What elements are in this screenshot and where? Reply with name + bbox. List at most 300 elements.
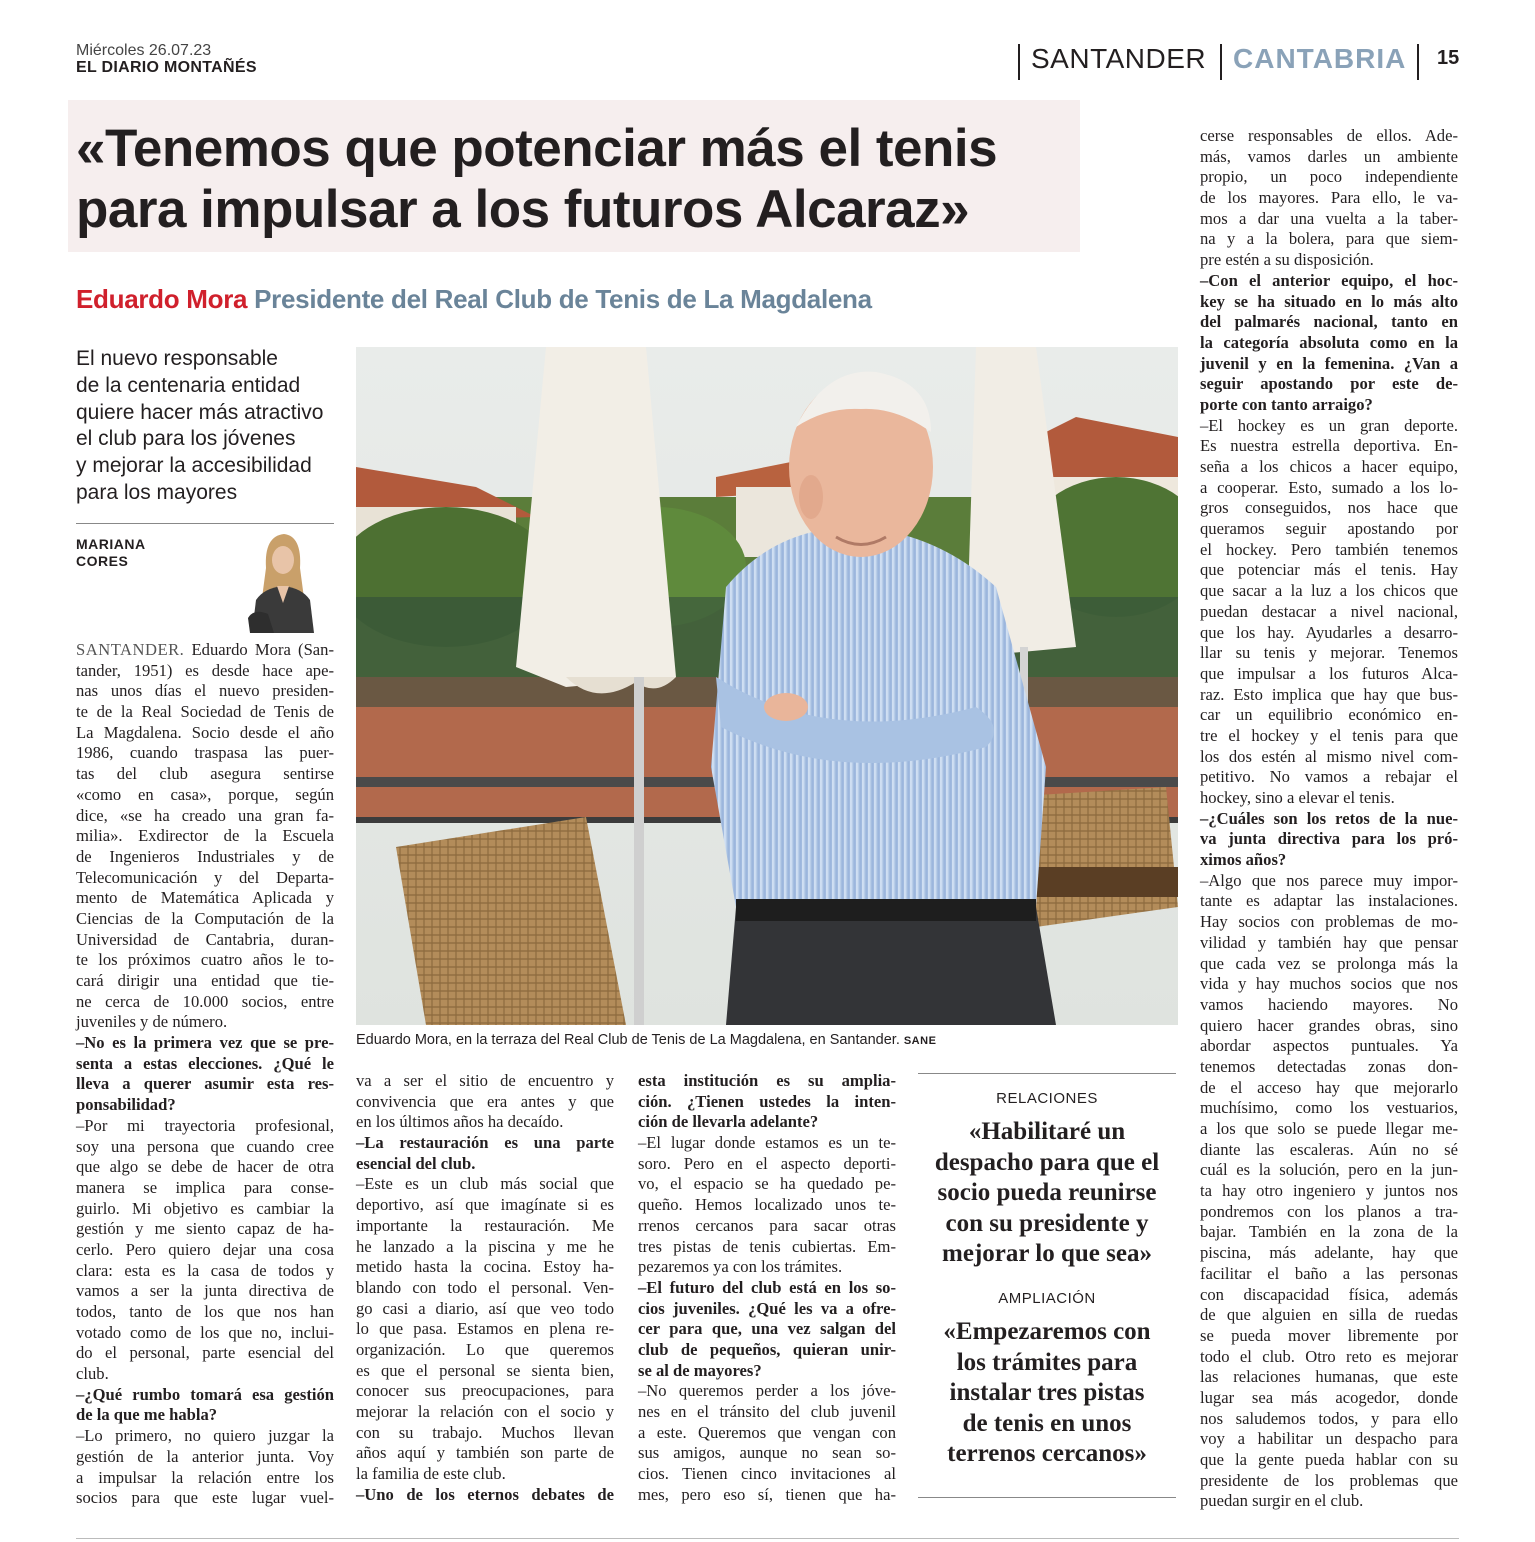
body-line [356, 1257, 614, 1278]
body-line [76, 723, 334, 744]
body-line [1200, 602, 1458, 623]
line-text: sus amigos, aunque no sean so- [638, 1443, 896, 1463]
lede-line: y mejorar la accesibilidad [76, 454, 312, 478]
body-line [638, 1485, 896, 1506]
question-line [76, 1405, 334, 1426]
line-text: organización. Lo que queremos [356, 1339, 614, 1359]
pull-quote-line: mejorar lo que sea» [942, 1240, 1152, 1268]
line-text: Universidad de Cantabria, duran- [76, 929, 334, 949]
body-line [1200, 416, 1458, 437]
line-text: key se ha situado en lo más alto [1200, 291, 1458, 311]
page-number: 15 [1437, 47, 1460, 69]
line-text: he lanzado a la piscina y me he [356, 1236, 614, 1256]
body-line [638, 1195, 896, 1216]
pull-quote-line: terrenos cercanos» [947, 1440, 1147, 1468]
pull-quote-line: «Habilitaré un [968, 1118, 1126, 1145]
body-line [76, 847, 334, 868]
line-text: nes en el tránsito del club juvenil [638, 1402, 896, 1421]
body-line [76, 992, 334, 1013]
body-line [356, 1402, 614, 1423]
body-line [1200, 1057, 1458, 1078]
question-line [638, 1319, 896, 1340]
section-divider [1417, 44, 1419, 80]
line-text: –El lugar donde estamos es un te- [638, 1133, 896, 1153]
line-text: te los próximos cuatro años le to- [76, 950, 334, 970]
body-line [1200, 1491, 1458, 1512]
body-line [76, 1261, 334, 1282]
line-text: Eduardo Mora (San- [184, 640, 334, 659]
line-text: tres pistas de tenis cubiertas. Em- [638, 1236, 896, 1256]
pull-quote-relaciones [915, 1117, 1179, 1270]
line-text: ción de llevarla adelante? [638, 1112, 819, 1132]
question-line [638, 1092, 896, 1113]
body-line [356, 1423, 614, 1444]
line-text: –¿Qué rumbo tomará esa gestión [76, 1384, 334, 1404]
question-line [356, 1133, 614, 1154]
body-line [1200, 1388, 1458, 1409]
body-line [356, 1381, 614, 1402]
body-line [1200, 498, 1458, 519]
body-line [1200, 726, 1458, 747]
body-line [76, 661, 334, 682]
line-text: lugar sea más acogedor, donde [1200, 1387, 1458, 1407]
pull-quote-line: socio pueda reunirse [937, 1179, 1157, 1207]
line-text: vilidad y también hay que pensar [1200, 932, 1458, 952]
line-text: vida y hay muchos socios que nos [1200, 974, 1458, 994]
question-line [356, 1154, 614, 1175]
body-column-3 [638, 1071, 896, 1505]
body-line [76, 1302, 334, 1323]
body-line [1200, 209, 1458, 230]
body-line [1200, 1243, 1458, 1264]
caption-text: Eduardo Mora, en la terraza del Real Club de Tenis de La Magdalena, en Santander. [356, 1032, 900, 1048]
body-line [1200, 1078, 1458, 1099]
body-line [1200, 643, 1458, 664]
question-line [638, 1278, 896, 1299]
line-text: abordar aspectos puntuales. Ya [1200, 1036, 1458, 1056]
line-text: puedan surgir en el club. [1200, 1491, 1364, 1511]
body-line [638, 1174, 896, 1195]
line-text: gestión de la anterior junta. Voy [76, 1446, 334, 1466]
line-text: Hay socios con problemas de mo- [1200, 912, 1458, 932]
line-text: a los que solo se puede llegar me- [1200, 1119, 1458, 1138]
line-text: –No queremos perder a los jóve- [638, 1381, 896, 1401]
body-line [1200, 1347, 1458, 1368]
question-line [1200, 809, 1458, 830]
line-text: propio, un poco independiente [1200, 167, 1458, 187]
line-text: «como en casa», porque, según [76, 784, 334, 804]
body-column-2 [356, 1071, 614, 1505]
line-text: el hockey. Pero también tenemos [1200, 539, 1458, 559]
body-line [1200, 540, 1458, 561]
pull-quote-line: instalar tres pistas [949, 1379, 1145, 1407]
footer-rule [76, 1538, 1459, 1539]
photo-caption [356, 1032, 936, 1048]
question-line [76, 1385, 334, 1406]
main-photo [356, 347, 1178, 1025]
line-text: que cada vez se prolonga más la [1200, 953, 1458, 973]
line-text: de que alguien en silla de ruedas [1200, 1305, 1458, 1325]
pull-quote-line: con su presidente y [945, 1209, 1149, 1237]
line-text: que impulsar a los futuros Alca- [1200, 663, 1458, 683]
line-text: presidente de los problemas que [1200, 1470, 1458, 1490]
line-text: importante la restauración. Me [356, 1215, 614, 1235]
body-line [1200, 457, 1458, 478]
line-text: rrenos cercanos para sacar otras [638, 1215, 896, 1235]
line-text: con discapacidad física, además [1200, 1284, 1458, 1304]
line-text: tante es adaptar las instalaciones. [1200, 891, 1458, 911]
line-text: de el acceso hay que mejorarlo [1200, 1077, 1458, 1097]
author-byline [76, 536, 146, 570]
body-line [356, 1237, 614, 1258]
body-line [1200, 1222, 1458, 1243]
author-photo [244, 528, 322, 633]
question-line [638, 1299, 896, 1320]
question-line [76, 1033, 334, 1054]
body-line [76, 1488, 334, 1509]
line-text: La Magdalena. Socio desde el año [76, 722, 334, 742]
section-santander: SANTANDER [1031, 43, 1207, 74]
body-line [356, 1361, 614, 1382]
line-text: nas unos días el nuevo presiden- [76, 681, 334, 701]
line-text: la categoría absoluta como en la [1200, 332, 1458, 352]
question-line [76, 1095, 334, 1116]
line-text: go casi a diario, así que veo todo [356, 1298, 614, 1318]
line-text: ponsabilidad? [76, 1095, 176, 1115]
line-text: mes, pero eso sí, tienen que ha- [638, 1484, 896, 1504]
body-line [76, 743, 334, 764]
line-text: queramos seguir apostando por [1200, 519, 1458, 539]
line-text: –Algo que nos parece muy impor- [1200, 870, 1458, 890]
line-text: nos saludemos todos, y para ello [1200, 1408, 1458, 1428]
newspaper-name: EL DIARIO MONTAÑÉS [76, 59, 257, 76]
body-line [356, 1174, 614, 1195]
line-text: se pueda mover libremente por [1200, 1325, 1458, 1345]
body-line [1200, 250, 1458, 271]
line-text: todos, tanto de los que nos han [76, 1302, 334, 1321]
body-line [76, 1199, 334, 1220]
body-line [638, 1237, 896, 1258]
line-text: a cooperar. Esto, sumado a los lo- [1200, 477, 1458, 497]
line-text: do el personal, parte esencial del [76, 1343, 334, 1363]
line-text: gestión y me siento capaz de ha- [76, 1219, 334, 1239]
body-line [1200, 767, 1458, 788]
body-line [76, 1178, 334, 1199]
pull-quote-label: AMPLIACIÓN [998, 1290, 1096, 1307]
body-line [76, 681, 334, 702]
body-line [356, 1071, 614, 1092]
body-line [1200, 188, 1458, 209]
line-text: ximos años? [1200, 850, 1287, 870]
pull-quote-line: de tenis en unos [962, 1409, 1132, 1437]
line-text: va junta directiva para los pró- [1200, 829, 1458, 849]
line-text: las relaciones humanas, que este [1200, 1367, 1458, 1387]
body-line [76, 785, 334, 806]
line-text: quiero hacer grandes obras, sino [1200, 1015, 1458, 1035]
line-text: juveniles y de número. [76, 1012, 228, 1032]
line-text: gros conseguidos, nos hace que [1200, 498, 1458, 518]
body-line [1200, 126, 1458, 147]
line-text: cará dirigir una entidad que tie- [76, 971, 334, 990]
body-line [76, 868, 334, 889]
line-text: de Ingenieros Industriales y de [76, 846, 334, 866]
body-line [638, 1257, 896, 1278]
line-text: vo, el espacio se ha quedado pe- [638, 1174, 896, 1194]
line-text: va a ser el sitio de encuentro y [356, 1071, 614, 1090]
body-line [1200, 1160, 1458, 1181]
line-text: –El futuro del club está en los so- [638, 1277, 896, 1297]
question-line [1200, 312, 1458, 333]
body-line [1200, 1036, 1458, 1057]
line-text: conocer sus preocupaciones, para [356, 1381, 614, 1401]
body-line [76, 1116, 334, 1137]
line-text: que los hay. Ayudarles a desarro- [1200, 622, 1458, 642]
body-line [1200, 1098, 1458, 1119]
body-line [1200, 229, 1458, 250]
body-line [1200, 891, 1458, 912]
body-line [76, 1426, 334, 1447]
body-line [1200, 147, 1458, 168]
body-line [1200, 995, 1458, 1016]
line-text: na y a la bolera, para que siem- [1200, 229, 1458, 249]
line-text: mejorar la relación con el socio y [356, 1402, 614, 1421]
body-line [76, 1447, 334, 1468]
author-name-line: MARIANA [76, 536, 146, 552]
body-line [76, 1281, 334, 1302]
section-divider [1018, 44, 1020, 80]
body-line [1200, 167, 1458, 188]
author-rule [76, 523, 334, 524]
dateline: SANTANDER. [76, 640, 185, 659]
line-text: –Con el anterior equipo, el hoc- [1200, 270, 1458, 290]
body-line [1200, 871, 1458, 892]
body-line [76, 1323, 334, 1344]
line-text: todo el club. Otro reto es mejorar [1200, 1346, 1458, 1366]
body-line [356, 1340, 614, 1361]
body-line [1200, 1367, 1458, 1388]
line-text: la familia de este club. [356, 1464, 506, 1484]
body-line [356, 1092, 614, 1113]
line-text: dice, «se ha creado una gran fa- [76, 805, 334, 825]
line-text: más, vamos darles un ambiente [1200, 146, 1458, 166]
line-text: –Uno de los eternos debates de [356, 1484, 614, 1504]
line-text: ta hay otro ingeniero y juntos nos [1200, 1181, 1458, 1201]
body-line [356, 1443, 614, 1464]
body-line [1200, 1471, 1458, 1492]
body-line [76, 971, 334, 992]
line-text: petitivo. No vamos a rebajar el [1200, 767, 1458, 787]
line-text: –No es la primera vez que se pre- [76, 1033, 334, 1053]
body-line [76, 1157, 334, 1178]
question-line [638, 1071, 896, 1092]
section-divider [1220, 44, 1222, 80]
line-text: vamos haciendo mayores. No [1200, 994, 1458, 1014]
body-line [76, 826, 334, 847]
line-text: seña a los chicos a hacer equipo, [1200, 457, 1458, 476]
headline-line: «Tenemos que potenciar más el tenis [76, 119, 998, 178]
body-line [638, 1423, 896, 1444]
body-line [1200, 623, 1458, 644]
line-text: 1986, cuando traspasa las puer- [76, 743, 334, 763]
lede [76, 346, 341, 507]
body-line [76, 1468, 334, 1489]
body-column-4 [1200, 126, 1458, 1512]
line-text: voy a habilitar un despacho para [1200, 1429, 1458, 1449]
question-line [1200, 850, 1458, 871]
body-line [76, 1343, 334, 1364]
body-line [1200, 1429, 1458, 1450]
line-text: bajar. También en la zona de la [1200, 1222, 1458, 1242]
line-text: –Lo primero, no quiero juzgar la [76, 1426, 334, 1446]
body-line [1200, 705, 1458, 726]
interviewee-line [76, 284, 1076, 315]
line-text: cios juveniles. ¿Qué les va a ofre- [638, 1298, 896, 1318]
body-line [1200, 478, 1458, 499]
body-line [638, 1133, 896, 1154]
body-line [76, 930, 334, 951]
line-text: muchísimo, como los vestuarios, [1200, 1098, 1458, 1118]
line-text: juvenil y en la femenina. ¿Van a [1200, 353, 1458, 373]
lede-line: el club para los jóvenes [76, 427, 296, 451]
body-line [356, 1319, 614, 1340]
line-text: lleva a querer asumir esta res- [76, 1074, 334, 1094]
question-line [1200, 333, 1458, 354]
line-text: deportivo, así que imagínate si es [356, 1195, 614, 1215]
body-line [1200, 1202, 1458, 1223]
question-line [1200, 395, 1458, 416]
pull-quote-ampliacion [915, 1317, 1179, 1470]
pull-quote-rule [918, 1497, 1176, 1498]
line-text: tas del club asegura sentirse [76, 764, 334, 784]
body-line [638, 1216, 896, 1237]
line-text: diante las escaleras. Aún no sé [1200, 1139, 1458, 1159]
line-text: ción. ¿Tienen ustedes la inten- [638, 1091, 896, 1111]
line-text: cerlo. Pero quiero dejar una cosa [76, 1239, 334, 1259]
line-text: mos a dar una vuelta a la taber- [1200, 208, 1458, 228]
line-text: a este. Queremos que vengan con [638, 1422, 896, 1442]
line-text: facilitar el baño a las personas [1200, 1263, 1458, 1283]
line-text: hockey, sino a elevar el tenis. [1200, 788, 1395, 807]
body-line [76, 1012, 334, 1033]
body-line [1200, 1326, 1458, 1347]
body-line [1200, 747, 1458, 768]
line-text: car un equilibrio económico en- [1200, 705, 1458, 725]
body-line [1200, 560, 1458, 581]
body-line [76, 1364, 334, 1385]
section-cantabria: CANTABRIA [1233, 43, 1407, 74]
body-line [76, 1137, 334, 1158]
line-text: pre estén a su disposición. [1200, 250, 1374, 270]
question-line [1200, 374, 1458, 395]
line-text: metido hasta la cocina. Estoy ha- [356, 1257, 614, 1277]
line-text: te de la Real Sociedad de Tenis de [76, 702, 334, 722]
body-line [1200, 974, 1458, 995]
line-text: vamos a ser la junta directiva de [76, 1281, 334, 1301]
body-line [356, 1216, 614, 1237]
line-text: pezaremos ya con los trámites. [638, 1257, 843, 1277]
body-column-1 [76, 640, 334, 1509]
author-name-line: CORES [76, 553, 129, 569]
body-line [1200, 1119, 1458, 1140]
question-line [1200, 829, 1458, 850]
interviewee-role: Presidente del Real Club de Tenis de La Magdalena [254, 284, 872, 314]
line-text: soy una persona que cuando cree [76, 1136, 334, 1156]
line-text: cer para que, una vez salgan del [638, 1319, 896, 1339]
line-text: que potenciar más el tenis. Hay [1200, 560, 1458, 580]
body-line [1200, 581, 1458, 602]
photo-credit: SANE [903, 1035, 937, 1047]
body-line [1200, 519, 1458, 540]
line-text: llar su tenis y mejorar. Tenemos [1200, 643, 1458, 663]
body-line [76, 702, 334, 723]
line-text: cerse responsables de ellos. Ade- [1200, 126, 1458, 145]
pull-quote-label: RELACIONES [996, 1090, 1098, 1107]
body-line [1200, 1305, 1458, 1326]
body-line [1200, 954, 1458, 975]
line-text: convivencia que era antes y que [356, 1091, 614, 1111]
lede-line: quiere hacer más atractivo [76, 400, 324, 424]
body-line [356, 1464, 614, 1485]
line-text: –Por mi trayectoria profesional, [76, 1115, 334, 1135]
line-text: club. [76, 1364, 109, 1384]
pull-quote-line: despacho para que el [934, 1148, 1160, 1176]
line-text: senta a estas elecciones. ¿Qué le [76, 1053, 334, 1073]
body-line [1200, 1450, 1458, 1471]
line-text: –La restauración es una parte [356, 1133, 614, 1153]
body-line [1200, 1285, 1458, 1306]
body-line [638, 1443, 896, 1464]
line-text: de los mayores. Para ello, le va- [1200, 188, 1458, 208]
line-text: guirlo. Mi objetivo es cambiar la [76, 1198, 334, 1218]
edition-date: Miércoles 26.07.23 [76, 42, 212, 59]
body-line [1200, 436, 1458, 457]
body-line [356, 1112, 614, 1133]
body-line [76, 640, 334, 661]
line-text: lo que pasa. Estamos en plena re- [356, 1319, 614, 1339]
question-line [76, 1074, 334, 1095]
body-line [1200, 788, 1458, 809]
headline-line: para impulsar a los futuros Alcaraz» [76, 180, 970, 239]
line-text: piscina, más adelante, hay que [1200, 1243, 1458, 1263]
line-text: pondremos con los planos a tra- [1200, 1201, 1458, 1221]
line-text: que la gente pueda hablar con su [1200, 1450, 1458, 1469]
body-line [1200, 912, 1458, 933]
body-line [356, 1278, 614, 1299]
line-text: –¿Cuáles son los retos de la nue- [1200, 808, 1458, 828]
body-line [76, 1219, 334, 1240]
question-line [638, 1340, 896, 1361]
line-text: –Este es un club más social que [356, 1174, 614, 1194]
question-line [638, 1361, 896, 1382]
line-text: porte con tanto arraigo? [1200, 394, 1373, 414]
pull-quote-rule [918, 1073, 1176, 1074]
body-line [76, 950, 334, 971]
line-text: del palmarés nacional, tanto en [1200, 312, 1458, 332]
body-line [1200, 685, 1458, 706]
line-text: los dos estén al mismo nivel com- [1200, 746, 1458, 766]
body-line [356, 1195, 614, 1216]
question-line [1200, 292, 1458, 313]
line-text: se al de mayores? [638, 1360, 762, 1380]
line-text: manera se implica para conse- [76, 1177, 334, 1197]
question-line [1200, 271, 1458, 292]
line-text: blando con todo el personal. Ven- [356, 1277, 614, 1297]
line-text: ne cerca de 10.000 socios, entre [76, 991, 334, 1011]
body-line [1200, 1140, 1458, 1161]
line-text: soro. Pero en el aspecto deporti- [638, 1153, 896, 1173]
line-text: Ciencias de la Computación de la [76, 908, 334, 928]
question-line [638, 1112, 896, 1133]
